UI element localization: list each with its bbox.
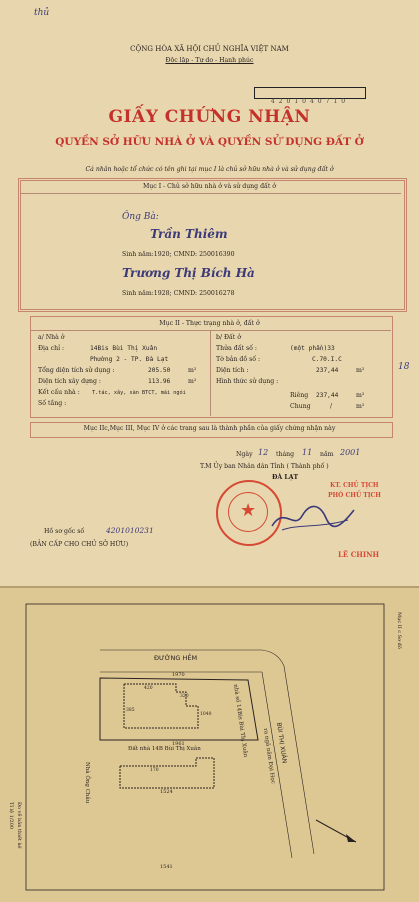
private-unit: m² [356, 392, 365, 399]
section-1-heading: Mục I - Chủ sở hữu nhà ở và sử dụng đất ở [142, 183, 277, 190]
motto: Độc lập - Tự do - Hạnh phúc [165, 57, 254, 64]
date-year: 2001 [340, 448, 361, 457]
dimension-label: 1524 [160, 789, 173, 795]
dimension-label: 1961 [172, 741, 185, 747]
area-value: 237,44 [316, 367, 339, 374]
corner-handwritten-mark: thủ [34, 8, 50, 18]
date-prefix: Ngày [236, 451, 253, 458]
nation-heading: CỘNG HÒA XÃ HỘI CHỦ NGHĨA VIỆT NAM [130, 45, 289, 53]
structure-label: Kết cấu nhà : [38, 389, 80, 396]
intro-text: Cá nhân hoặc tổ chức có tên ghi tại mục I là chủ sở hữu nhà ở và sử dụng đất ở [85, 166, 334, 173]
plan-frame [26, 604, 384, 890]
alley-label: ĐƯỜNG HẺM [154, 654, 198, 662]
neighbor-label: Nhà Ông Châu [84, 762, 90, 804]
owner2-info: Sinh năm:1928; CMND: 250016278 [122, 290, 235, 297]
signer-subtitle: PHÓ CHỦ TỊCH [328, 492, 381, 499]
file-label: Hồ sơ gốc số [44, 528, 85, 535]
plan-scale: Tỉ lệ 1/200 [8, 802, 14, 830]
surveyor-note: Đo vẽ bản thiết kế [16, 802, 22, 849]
serial-number-box [254, 87, 366, 105]
plot-value: (một phần)33 [290, 345, 335, 352]
dimension-label: 385 [126, 708, 135, 713]
signature-scribble [268, 500, 358, 536]
build-area-value: 113.96 [148, 378, 171, 385]
house-address-label: nhà số 14Bis Bùi Thị Xuân [232, 684, 249, 758]
floors-label: Số tầng : [38, 400, 67, 407]
document-title: GIẤY CHỨNG NHẬN [108, 107, 311, 127]
usage-label: Hình thức sử dụng : [216, 378, 279, 385]
total-area-unit: m² [188, 367, 197, 374]
plot-label: Thửa đất số : [216, 345, 257, 352]
house-heading: a/ Nhà ở [38, 334, 65, 341]
private-label: Riêng [290, 392, 309, 399]
area-unit: m² [356, 367, 365, 374]
build-area-label: Diện tích xây dựng : [38, 378, 102, 385]
serial-number: 4201040710 [270, 98, 350, 105]
total-area-value: 205.50 [148, 367, 171, 374]
owner2-name: Trương Thị Bích Hà [122, 266, 255, 280]
date-month: 11 [302, 448, 313, 457]
street-line-1 [284, 666, 314, 854]
lot-label: Đất nhà 14B Bùi Thị Xuân [128, 746, 201, 752]
private-value: 237,44 [316, 392, 339, 399]
address-value: 14Bis Bùi Thị Xuân [90, 345, 158, 352]
authority-place: ĐÀ LẠT [272, 474, 299, 481]
structure-value: T.tác, xây, sàn BTCT, mái ngói [92, 390, 186, 396]
owner-salutation: Ông Bà: [122, 212, 159, 222]
margin-note: 18 [398, 362, 410, 372]
signer-name: LÊ CHINH [338, 550, 380, 559]
attachment-note: Mục IIc,Mục III, Mục IV ở các trang sau là thành phần của giấy chứng nhận này [83, 425, 336, 432]
map-sheet-label: Tờ bản đồ số : [216, 356, 261, 363]
copy-note: (BẢN CẤP CHO CHỦ SỞ HỮU) [30, 541, 129, 548]
map-sheet-value: C.70.I.C [312, 356, 342, 363]
neighbor-footprint [120, 758, 214, 788]
address-line2: Phường 2 - TP. Đà Lạt [90, 356, 169, 363]
date-year-label: năm [320, 451, 334, 458]
plan-side-note: Mục II c Sơ đồ [396, 612, 402, 649]
street-direction-label: ra ngã năm Đại Học [262, 728, 276, 785]
land-heading: b/ Đất ở [216, 334, 241, 341]
section-1-divider [21, 193, 401, 194]
document-subtitle: QUYỀN SỞ HỮU NHÀ Ở VÀ QUYỀN SỬ DỤNG ĐẤT Ở [55, 136, 364, 148]
dimension-label: 1970 [172, 672, 185, 678]
owner1-name: Trần Thiêm [150, 227, 228, 241]
site-plan-drawing [0, 588, 419, 902]
section-2-heading: Mục II - Thực trạng nhà ở, đất ở [159, 320, 260, 327]
street-label: BÙI THỊ XUÂN [275, 722, 288, 764]
total-area-label: Tổng diện tích sử dụng : [38, 367, 115, 374]
shared-label: Chung [290, 403, 311, 410]
dimension-label: 170 [150, 768, 159, 773]
build-area-unit: m² [188, 378, 197, 385]
seal-star-icon: ★ [240, 500, 257, 521]
dimension-label: 1040 [200, 712, 212, 717]
shared-value: / [330, 403, 333, 410]
dimension-label: 320 [180, 694, 189, 699]
area-label: Diện tích : [216, 367, 249, 374]
owner1-info: Sinh năm:1920; CMND: 250016390 [122, 251, 235, 258]
section-2-column-divider [210, 330, 211, 416]
address-label: Địa chỉ : [38, 345, 65, 352]
dimension-label: 420 [144, 686, 153, 691]
dimension-label: 1541 [160, 864, 173, 870]
site-plan-page [0, 586, 419, 902]
signer-title: KT. CHỦ TỊCH [330, 482, 379, 489]
house-footprint [124, 684, 198, 728]
alley-curve [262, 650, 284, 666]
date-month-label: tháng [276, 451, 295, 458]
file-number: 4201010231 [106, 526, 154, 535]
authority: T.M Ủy ban Nhân dân Tỉnh ( Thành phố ) [200, 463, 329, 470]
date-day: 12 [258, 448, 269, 457]
shared-unit: m² [356, 403, 365, 410]
